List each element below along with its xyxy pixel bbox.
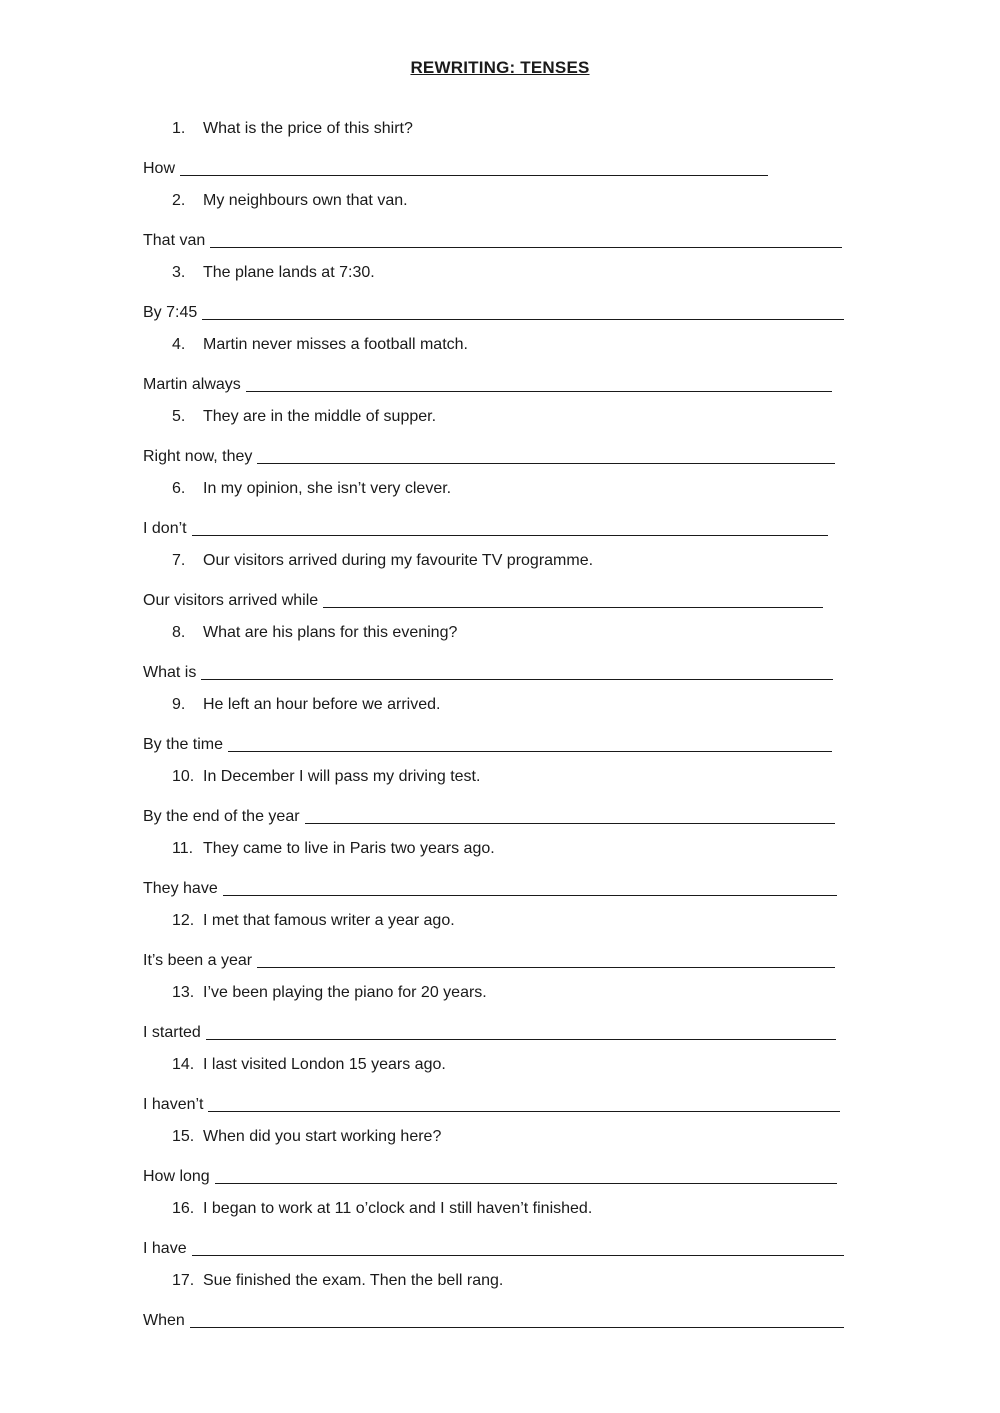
answer-line [143,300,844,322]
exercise-prompt [172,264,375,282]
answer-stem: I have [143,1240,187,1257]
answer-line [143,1164,837,1186]
item-number: 1. [172,120,186,137]
answer-stem: By 7:45 [143,304,198,321]
answer-blank[interactable] [246,388,832,392]
original-sentence: They are in the middle of supper. [203,408,437,425]
worksheet-title: REWRITING: TENSES [410,58,590,77]
item-number: 2. [172,192,186,209]
item-number: 9. [172,696,186,713]
item-number: 16. [172,1200,195,1217]
original-sentence: What is the price of this shirt? [203,120,413,137]
answer-stem: I haven’t [143,1096,204,1113]
item-number: 13. [172,984,195,1001]
exercise-prompt [172,336,468,354]
answer-line [143,516,828,538]
item-number: 17. [172,1272,195,1289]
answer-stem: Martin always [143,376,241,393]
answer-line [143,1236,844,1258]
answer-stem: That van [143,232,206,249]
original-sentence: I met that famous writer a year ago. [203,912,455,929]
original-sentence: The plane lands at 7:30. [203,264,375,281]
answer-stem: It’s been a year [143,952,253,969]
answer-line [143,372,832,394]
original-sentence: They came to live in Paris two years ago. [203,840,495,857]
answer-blank[interactable] [257,460,835,464]
item-number: 7. [172,552,186,569]
answer-line [143,876,837,898]
exercise-prompt [172,552,593,570]
answer-blank[interactable] [215,1180,837,1184]
answer-blank[interactable] [257,964,835,968]
answer-blank[interactable] [192,532,828,536]
item-number: 14. [172,1056,195,1073]
item-number: 5. [172,408,186,425]
original-sentence: Martin never misses a football match. [203,336,468,353]
answer-blank[interactable] [192,1252,844,1256]
original-sentence: Sue finished the exam. Then the bell rang. [203,1272,504,1289]
exercise-prompt [172,1272,503,1290]
answer-blank[interactable] [206,1036,836,1040]
item-number: 6. [172,480,186,497]
exercise-prompt [172,408,436,426]
item-number: 8. [172,624,186,641]
answer-line [143,156,768,178]
item-number: 4. [172,336,186,353]
answer-stem: Right now, they [143,448,253,465]
exercise-prompt [172,624,457,642]
answer-line [143,804,835,826]
exercise-prompt [172,192,408,210]
answer-blank[interactable] [180,172,768,176]
answer-line [143,1020,836,1042]
answer-stem: I don’t [143,520,187,537]
original-sentence: He left an hour before we arrived. [203,696,441,713]
exercise-prompt [172,984,487,1002]
answer-line [143,1092,840,1114]
original-sentence: In my opinion, she isn’t very clever. [203,480,452,497]
answer-blank[interactable] [210,244,842,248]
original-sentence: I began to work at 11 o’clock and I still haven’t finished. [203,1200,593,1217]
answer-stem: By the time [143,736,224,753]
answer-line [143,228,842,250]
answer-stem: By the end of the year [143,808,300,825]
answer-line [143,588,823,610]
exercise-prompt [172,1128,441,1146]
original-sentence: I’ve been playing the piano for 20 years. [203,984,487,1001]
answer-blank[interactable] [228,748,832,752]
item-number: 15. [172,1128,195,1145]
answer-blank[interactable] [223,892,837,896]
answer-stem: How [143,160,176,177]
original-sentence: In December I will pass my driving test. [203,768,481,785]
exercise-prompt [172,1200,592,1218]
answer-stem: What is [143,664,197,681]
answer-line [143,444,835,466]
exercise-prompt [172,696,440,714]
item-number: 10. [172,768,195,785]
original-sentence: I last visited London 15 years ago. [203,1056,446,1073]
item-number: 3. [172,264,186,281]
item-number: 12. [172,912,195,929]
answer-blank[interactable] [201,676,833,680]
original-sentence: Our visitors arrived during my favourite TV programme. [203,552,594,569]
answer-line [143,1308,844,1330]
answer-stem: When [143,1312,185,1329]
answer-stem: I started [143,1024,201,1041]
answer-line [143,732,832,754]
answer-stem: They have [143,880,218,897]
exercise-prompt [172,1056,446,1074]
original-sentence: When did you start working here? [203,1128,442,1145]
original-sentence: My neighbours own that van. [203,192,408,209]
exercise-prompt [172,840,495,858]
answer-blank[interactable] [323,604,823,608]
answer-line [143,660,833,682]
answer-blank[interactable] [305,820,835,824]
answer-line [143,948,835,970]
item-number: 11. [172,840,194,857]
answer-blank[interactable] [202,316,844,320]
answer-stem: Our visitors arrived while [143,592,319,609]
exercise-prompt [172,480,451,498]
exercise-prompt [172,768,480,786]
exercise-prompt [172,120,413,138]
answer-blank[interactable] [190,1324,844,1328]
answer-blank[interactable] [208,1108,840,1112]
answer-stem: How long [143,1168,210,1185]
original-sentence: What are his plans for this evening? [203,624,458,641]
exercise-prompt [172,912,455,930]
